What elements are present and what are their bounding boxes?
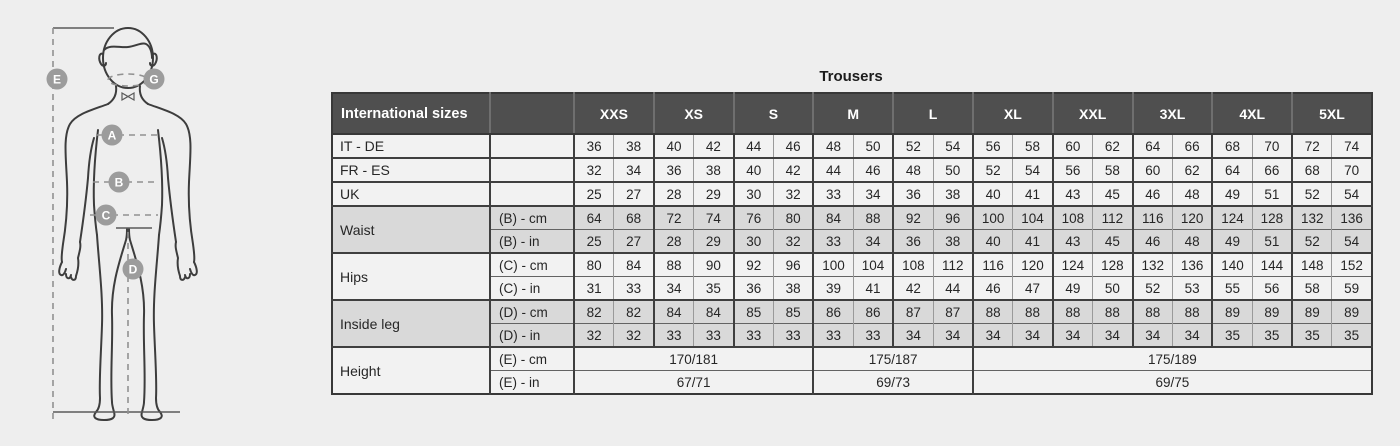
size-cell: 66	[1172, 134, 1212, 158]
size-cell: 39	[813, 277, 853, 301]
size-cell: 124	[1053, 253, 1093, 277]
size-cell: 89	[1332, 300, 1372, 324]
badge-letter: A	[107, 128, 117, 143]
size-cell: 35	[1252, 324, 1292, 348]
size-cell: 112	[933, 253, 973, 277]
size-cell: 27	[614, 182, 654, 206]
size-cell: 25	[574, 230, 614, 254]
size-cell: 43	[1053, 230, 1093, 254]
size-cell: 54	[1332, 230, 1372, 254]
size-cell: 48	[1172, 182, 1212, 206]
size-cell: 38	[614, 134, 654, 158]
size-cell: 38	[694, 158, 734, 182]
measurement-badges	[47, 69, 165, 280]
merged-cell: 170/181	[574, 347, 813, 371]
size-cell: 53	[1172, 277, 1212, 301]
size-cell: 54	[1013, 158, 1053, 182]
size-cell: 82	[574, 300, 614, 324]
neck-right	[140, 86, 148, 104]
blank-cell	[490, 182, 574, 206]
size-cell: 89	[1292, 300, 1332, 324]
badge-letter: G	[149, 72, 159, 87]
size-cell: 32	[574, 158, 614, 182]
size-cell: 38	[933, 230, 973, 254]
size-cell: 48	[813, 134, 853, 158]
size-cell: 50	[933, 158, 973, 182]
size-cell: 64	[1133, 134, 1173, 158]
size-cell: 92	[893, 206, 933, 230]
size-cell: 33	[654, 324, 694, 348]
size-cell: 32	[574, 324, 614, 348]
size-cell: 34	[973, 324, 1013, 348]
hair-line	[104, 43, 152, 58]
body-measurement-diagram	[0, 0, 260, 446]
size-cell: 42	[893, 277, 933, 301]
size-cell: 33	[853, 324, 893, 348]
size-cell: 88	[1133, 300, 1173, 324]
sub-label-cell: (D) - in	[490, 324, 574, 348]
size-cell: 88	[853, 206, 893, 230]
size-cell: 116	[973, 253, 1013, 277]
size-cell: 80	[773, 206, 813, 230]
size-cell: 34	[853, 230, 893, 254]
header-blank-cell	[490, 93, 574, 134]
size-cell: 124	[1212, 206, 1252, 230]
size-cell: 51	[1252, 230, 1292, 254]
size-cell: 72	[654, 206, 694, 230]
size-header-xl: XL	[973, 93, 1053, 134]
table-title: Trousers	[819, 68, 883, 85]
size-cell: 30	[734, 230, 774, 254]
size-cell: 40	[654, 134, 694, 158]
size-cell: 32	[773, 182, 813, 206]
size-cell: 34	[614, 158, 654, 182]
size-cell: 52	[1292, 182, 1332, 206]
size-header-s: S	[734, 93, 814, 134]
size-cell: 31	[574, 277, 614, 301]
size-cell: 104	[1013, 206, 1053, 230]
size-cell: 50	[1093, 277, 1133, 301]
size-cell: 92	[734, 253, 774, 277]
table-row	[332, 206, 1372, 230]
size-cell: 41	[853, 277, 893, 301]
size-cell: 96	[933, 206, 973, 230]
size-cell: 46	[973, 277, 1013, 301]
size-cell: 87	[893, 300, 933, 324]
size-cell: 86	[853, 300, 893, 324]
size-cell: 84	[654, 300, 694, 324]
size-cell: 56	[1252, 277, 1292, 301]
size-header-m: M	[813, 93, 893, 134]
size-cell: 74	[1332, 134, 1372, 158]
size-header-l: L	[893, 93, 973, 134]
badge-A	[102, 125, 123, 146]
size-cell: 34	[1093, 324, 1133, 348]
size-cell: 84	[813, 206, 853, 230]
size-cell: 128	[1093, 253, 1133, 277]
size-cell: 33	[734, 324, 774, 348]
size-cell: 128	[1252, 206, 1292, 230]
size-cell: 36	[574, 134, 614, 158]
size-cell: 64	[574, 206, 614, 230]
size-cell: 85	[773, 300, 813, 324]
badge-letter: D	[128, 262, 138, 277]
size-cell: 55	[1212, 277, 1252, 301]
badge-D	[123, 259, 144, 280]
size-cell: 52	[1292, 230, 1332, 254]
size-cell: 68	[1212, 134, 1252, 158]
size-cell: 56	[1053, 158, 1093, 182]
size-cell: 42	[773, 158, 813, 182]
size-header-3xl: 3XL	[1133, 93, 1213, 134]
size-cell: 148	[1292, 253, 1332, 277]
size-cell: 112	[1093, 206, 1133, 230]
size-cell: 34	[1133, 324, 1173, 348]
badge-letter: B	[114, 175, 124, 190]
size-cell: 40	[973, 230, 1013, 254]
size-cell: 25	[574, 182, 614, 206]
size-cell: 54	[933, 134, 973, 158]
size-cell: 34	[1172, 324, 1212, 348]
size-cell: 84	[694, 300, 734, 324]
size-cell: 36	[734, 277, 774, 301]
sub-label-cell: (E) - in	[490, 371, 574, 395]
size-cell: 88	[654, 253, 694, 277]
size-cell: 35	[1332, 324, 1372, 348]
size-cell: 108	[893, 253, 933, 277]
table-row	[332, 134, 1372, 158]
size-cell: 46	[853, 158, 893, 182]
blank-cell	[490, 134, 574, 158]
size-cell: 34	[1013, 324, 1053, 348]
size-cell: 70	[1332, 158, 1372, 182]
size-cell: 120	[1172, 206, 1212, 230]
size-cell: 34	[933, 324, 973, 348]
badge-letter: C	[101, 208, 111, 223]
size-cell: 51	[1252, 182, 1292, 206]
size-cell: 86	[813, 300, 853, 324]
size-cell: 45	[1093, 182, 1133, 206]
badge-B	[109, 172, 130, 193]
size-cell: 27	[614, 230, 654, 254]
row-label: Inside leg	[332, 300, 490, 347]
size-cell: 89	[1252, 300, 1292, 324]
size-cell: 35	[694, 277, 734, 301]
size-cell: 45	[1093, 230, 1133, 254]
size-cell: 152	[1332, 253, 1372, 277]
size-cell: 40	[973, 182, 1013, 206]
size-cell: 136	[1172, 253, 1212, 277]
size-cell: 132	[1292, 206, 1332, 230]
neck-left	[108, 86, 116, 104]
size-cell: 49	[1212, 182, 1252, 206]
size-cell: 116	[1133, 206, 1173, 230]
size-cell: 136	[1332, 206, 1372, 230]
size-cell: 58	[1093, 158, 1133, 182]
sub-label-cell: (D) - cm	[490, 300, 574, 324]
merged-cell: 67/71	[574, 371, 813, 395]
size-cell: 47	[1013, 277, 1053, 301]
size-cell: 46	[773, 134, 813, 158]
size-cell: 100	[973, 206, 1013, 230]
size-cell: 52	[1133, 277, 1173, 301]
size-cell: 33	[813, 230, 853, 254]
size-cell: 34	[654, 277, 694, 301]
row-label: UK	[332, 182, 490, 206]
size-header-5xl: 5XL	[1292, 93, 1372, 134]
size-cell: 42	[694, 134, 734, 158]
size-cell: 32	[773, 230, 813, 254]
sub-label-cell: (B) - in	[490, 230, 574, 254]
row-label: Height	[332, 347, 490, 394]
size-cell: 29	[694, 182, 734, 206]
size-cell: 44	[933, 277, 973, 301]
row-label: IT - DE	[332, 134, 490, 158]
table-header-row	[332, 93, 1372, 134]
size-cell: 28	[654, 230, 694, 254]
size-cell: 70	[1252, 134, 1292, 158]
size-cell: 80	[574, 253, 614, 277]
size-cell: 84	[614, 253, 654, 277]
row-label: Hips	[332, 253, 490, 300]
size-table	[331, 92, 1373, 395]
badge-E	[47, 69, 68, 90]
size-cell: 108	[1053, 206, 1093, 230]
table-row	[332, 158, 1372, 182]
size-cell: 52	[893, 134, 933, 158]
sub-label-cell: (E) - cm	[490, 347, 574, 371]
merged-cell: 175/187	[813, 347, 973, 371]
size-header-xxl: XXL	[1053, 93, 1133, 134]
size-cell: 34	[853, 182, 893, 206]
sub-label-cell: (C) - cm	[490, 253, 574, 277]
size-cell: 33	[773, 324, 813, 348]
badge-letter: E	[52, 72, 62, 87]
table-row	[332, 300, 1372, 324]
size-cell: 132	[1133, 253, 1173, 277]
merged-cell: 69/75	[973, 371, 1372, 395]
size-cell: 76	[734, 206, 774, 230]
size-cell: 49	[1212, 230, 1252, 254]
size-cell: 43	[1053, 182, 1093, 206]
size-cell: 85	[734, 300, 774, 324]
size-cell: 38	[773, 277, 813, 301]
size-cell: 36	[654, 158, 694, 182]
row-label: Waist	[332, 206, 490, 253]
size-cell: 52	[973, 158, 1013, 182]
table-row	[332, 182, 1372, 206]
size-cell: 87	[933, 300, 973, 324]
size-cell: 34	[1053, 324, 1093, 348]
badge-G	[144, 69, 165, 90]
size-cell: 56	[973, 134, 1013, 158]
size-cell: 29	[694, 230, 734, 254]
size-cell: 89	[1212, 300, 1252, 324]
size-cell: 49	[1053, 277, 1093, 301]
size-cell: 41	[1013, 230, 1053, 254]
table-row	[332, 253, 1372, 277]
size-cell: 60	[1053, 134, 1093, 158]
size-cell: 60	[1133, 158, 1173, 182]
size-cell: 88	[1172, 300, 1212, 324]
size-cell: 64	[1212, 158, 1252, 182]
size-cell: 48	[893, 158, 933, 182]
size-cell: 72	[1292, 134, 1332, 158]
size-cell: 44	[734, 134, 774, 158]
size-cell: 100	[813, 253, 853, 277]
sub-label-cell: (C) - in	[490, 277, 574, 301]
size-cell: 33	[694, 324, 734, 348]
size-cell: 36	[893, 230, 933, 254]
size-cell: 36	[893, 182, 933, 206]
table-row	[332, 347, 1372, 371]
merged-cell: 69/73	[813, 371, 973, 395]
size-cell: 34	[893, 324, 933, 348]
size-cell: 33	[813, 182, 853, 206]
row-label: FR - ES	[332, 158, 490, 182]
size-cell: 59	[1332, 277, 1372, 301]
size-cell: 54	[1332, 182, 1372, 206]
size-cell: 140	[1212, 253, 1252, 277]
size-cell: 44	[813, 158, 853, 182]
badge-C	[96, 205, 117, 226]
body-outline	[59, 28, 197, 420]
size-cell: 88	[1053, 300, 1093, 324]
size-header-4xl: 4XL	[1212, 93, 1292, 134]
size-cell: 68	[1292, 158, 1332, 182]
size-cell: 35	[1212, 324, 1252, 348]
size-cell: 88	[1093, 300, 1133, 324]
size-table-section	[331, 66, 1371, 395]
neck-mark	[122, 93, 134, 100]
size-cell: 38	[933, 182, 973, 206]
size-cell: 96	[773, 253, 813, 277]
size-cell: 46	[1133, 182, 1173, 206]
size-cell: 82	[614, 300, 654, 324]
size-cell: 58	[1292, 277, 1332, 301]
size-cell: 35	[1292, 324, 1332, 348]
size-cell: 120	[1013, 253, 1053, 277]
header-international-sizes: International sizes	[332, 93, 490, 134]
size-cell: 66	[1252, 158, 1292, 182]
size-header-xs: XS	[654, 93, 734, 134]
size-cell: 58	[1013, 134, 1053, 158]
size-cell: 104	[853, 253, 893, 277]
size-cell: 41	[1013, 182, 1053, 206]
size-cell: 88	[973, 300, 1013, 324]
size-cell: 32	[614, 324, 654, 348]
size-cell: 48	[1172, 230, 1212, 254]
merged-cell: 175/189	[973, 347, 1372, 371]
size-cell: 144	[1252, 253, 1292, 277]
size-cell: 30	[734, 182, 774, 206]
size-cell: 88	[1013, 300, 1053, 324]
size-cell: 50	[853, 134, 893, 158]
size-cell: 33	[614, 277, 654, 301]
size-cell: 68	[614, 206, 654, 230]
size-cell: 28	[654, 182, 694, 206]
size-header-xxs: XXS	[574, 93, 654, 134]
size-cell: 62	[1093, 134, 1133, 158]
size-cell: 33	[813, 324, 853, 348]
sub-label-cell: (B) - cm	[490, 206, 574, 230]
blank-cell	[490, 158, 574, 182]
size-cell: 62	[1172, 158, 1212, 182]
size-cell: 74	[694, 206, 734, 230]
size-cell: 46	[1133, 230, 1173, 254]
size-cell: 40	[734, 158, 774, 182]
size-cell: 90	[694, 253, 734, 277]
